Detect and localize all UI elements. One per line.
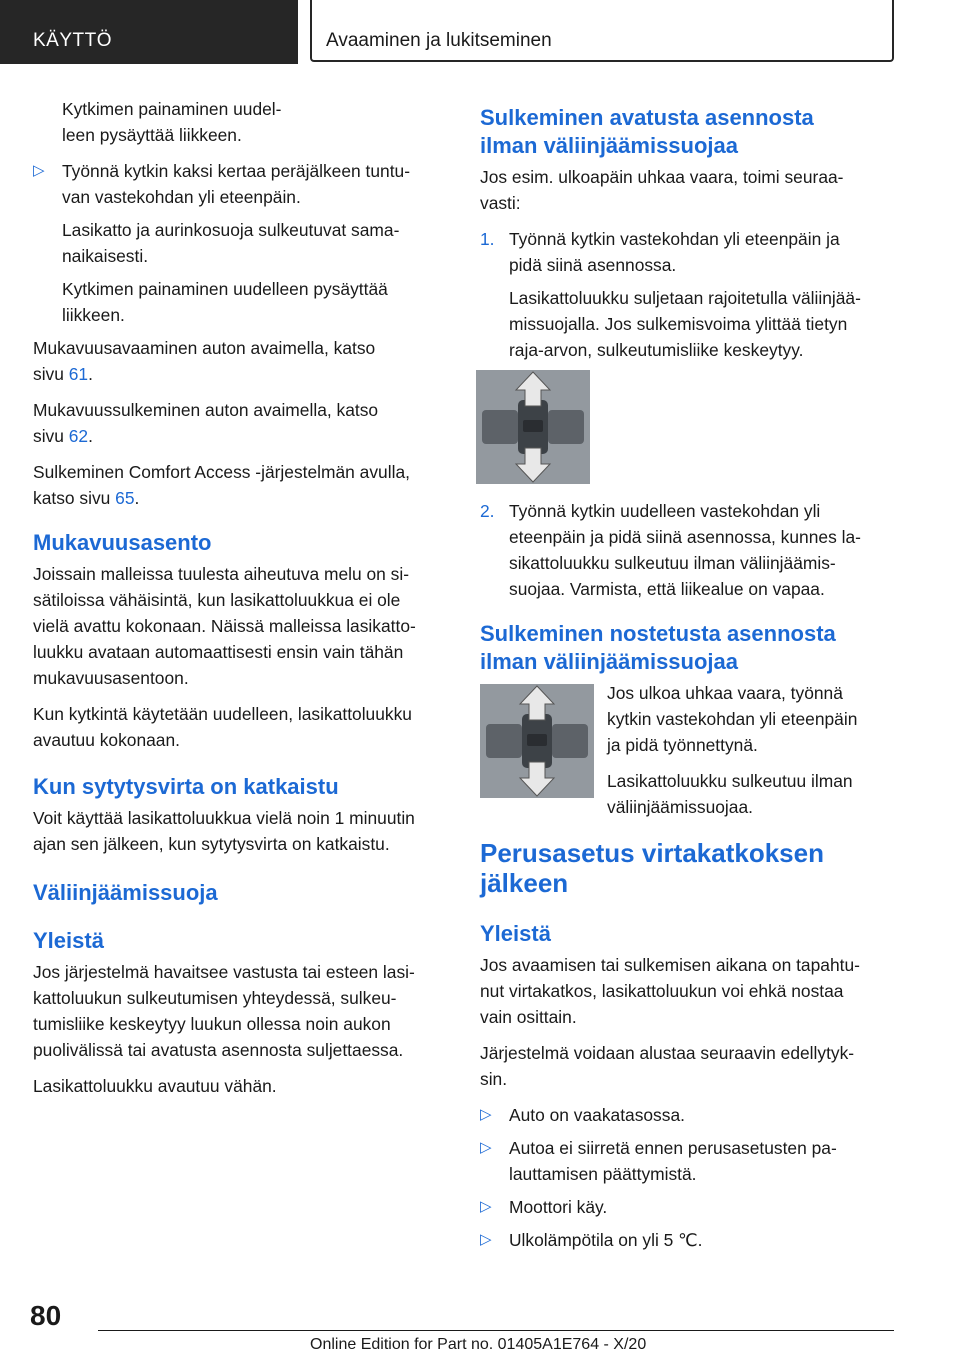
triangle-bullet-icon: ▷ bbox=[480, 1198, 492, 1215]
section-heading: Väliinjäämissuoja bbox=[33, 880, 218, 905]
chapter-title: Avaaminen ja lukitseminen bbox=[326, 30, 552, 51]
paragraph: Järjestelmä voidaan alustaa seuraavin edellytyk- sin. bbox=[480, 1043, 855, 1089]
step-note: Lasikattoluukku suljetaan rajoitetulla väliinjää- missuojalla. Jos sulkemisvoima ylittää tietyn raja-arvon, sulkeutumisliike keskeytyy. bbox=[509, 288, 861, 360]
edition-note: Online Edition for Part no. 01405A1E764 - X/20 bbox=[310, 1336, 647, 1353]
page-number: 80 bbox=[30, 1300, 62, 1331]
section-label: KÄYTTÖ bbox=[33, 30, 113, 51]
section-heading: Sulkeminen nostetusta asennosta ilman väliinjäämissuojaa bbox=[480, 621, 836, 674]
section-tab bbox=[0, 0, 298, 64]
section-heading: Sulkeminen avatusta asennosta ilman väliinjäämissuojaa bbox=[480, 105, 814, 158]
paragraph: Jos avaamisen tai sulkemisen aikana on tapahtu- nut virtakatkos, lasikattoluukun voi ehkä nostaa vain osittain. bbox=[480, 955, 860, 1027]
subsection-heading: Yleistä bbox=[480, 921, 551, 946]
list-item bbox=[480, 1102, 898, 1128]
step-text: Työnnä kytkin uudelleen vastekohdan yli eteenpäin ja pidä siinä asennossa, kunnes la- sikattoluukku sulkeutuu ilman väliinjäämis- suojaa. Varmista, että liikealue on vapaa. bbox=[509, 501, 861, 599]
section-heading: Perusasetus virtakatkoksen jälkeen bbox=[480, 838, 824, 898]
cross-reference: Sulkeminen Comfort Access -järjestelmän avulla, katso sivu 65. bbox=[33, 462, 410, 508]
triangle-bullet-icon: ▷ bbox=[480, 1139, 492, 1156]
roof-switch-illustration bbox=[480, 684, 594, 798]
paragraph: Lasikattoluukku sulkeutuu ilman väliinjäämissuojaa. bbox=[607, 771, 853, 817]
paragraph: Voit käyttää lasikattoluukkua vielä noin 1 minuutin ajan sen jälkeen, kun sytytysvirta on katkaistu. bbox=[33, 808, 415, 854]
step-number: 1. bbox=[480, 229, 495, 249]
left-column bbox=[33, 96, 451, 1109]
chapter-header bbox=[310, 0, 894, 62]
paragraph: Kun kytkintä käytetään uudelleen, lasikattoluukku avautuu kokonaan. bbox=[33, 704, 412, 750]
continued-text: Kytkimen painaminen uudel- leen pysäyttää liikkeen. bbox=[62, 99, 282, 145]
section-heading: Kun sytytysvirta on katkaistu bbox=[33, 774, 339, 799]
cross-reference: Mukavuusavaaminen auton avaimella, katso sivu 61. bbox=[33, 338, 376, 384]
numbered-step bbox=[480, 498, 898, 602]
list-item-text: Moottori käy. bbox=[509, 1197, 608, 1217]
paragraph: Joissain malleissa tuulesta aiheutuva melu on si- sätiloissa vähäisintä, kun lasikattoluukkua ei ole vielä avattu kokonaan. Näissä malleissa lasikatto- luukku avataan automaattisesti ensin vain tähän mukavuusasentoon. bbox=[33, 564, 416, 688]
footer-divider bbox=[98, 1330, 894, 1331]
page-link-61[interactable]: 61 bbox=[68, 364, 89, 384]
list-item-text: Auto on vaakatasossa. bbox=[509, 1105, 685, 1125]
paragraph: Jos ulkoa uhkaa vaara, työnnä kytkin vastekohdan yli eteenpäin ja pidä työnnettynä. bbox=[607, 683, 858, 755]
paragraph: Jos esim. ulkoapäin uhkaa vaara, toimi seuraa- vasti: bbox=[480, 167, 844, 213]
section-heading: Mukavuusasento bbox=[33, 530, 212, 555]
list-item-text: Autoa ei siirretä ennen perusasetusten pa- lauttamisen päättymistä. bbox=[509, 1138, 837, 1184]
list-item bbox=[480, 1227, 898, 1253]
subsection-heading: Yleistä bbox=[33, 928, 104, 953]
numbered-step bbox=[480, 226, 898, 278]
figure-with-text bbox=[480, 680, 898, 820]
list-item-text: Ulkolämpötila on yli 5 ℃. bbox=[509, 1230, 703, 1250]
list-item-note: Kytkimen painaminen uudelleen pysäyttää liikkeen. bbox=[62, 279, 388, 325]
triangle-bullet-icon: ▷ bbox=[480, 1231, 492, 1248]
page-link-65[interactable]: 65 bbox=[115, 488, 135, 508]
step-text: Työnnä kytkin vastekohdan yli eteenpäin ja pidä siinä asennossa. bbox=[509, 229, 840, 275]
list-item bbox=[480, 1135, 898, 1187]
triangle-bullet-icon: ▷ bbox=[480, 1106, 492, 1123]
roof-switch-illustration bbox=[476, 370, 590, 484]
paragraph: Lasikattoluukku avautuu vähän. bbox=[33, 1076, 277, 1096]
list-item-text: Työnnä kytkin kaksi kertaa peräjälkeen tuntu- van vastekohdan yli eteenpäin. bbox=[62, 161, 410, 207]
list-item bbox=[33, 158, 451, 210]
right-column bbox=[480, 104, 898, 1260]
list-item-note: Lasikatto ja aurinkosuoja sulkeutuvat sama- naikaisesti. bbox=[62, 220, 400, 266]
cross-reference: Mukavuussulkeminen auton avaimella, katso sivu 62. bbox=[33, 400, 379, 446]
step-number: 2. bbox=[480, 501, 495, 521]
paragraph: Jos järjestelmä havaitsee vastusta tai esteen lasi- kattoluukun sulkeutumisen yhteydessä, sulkeu- tumisliike keskeytyy luukun ollessa noin aukon puolivälissä tai avatusta asennosta suljettaessa. bbox=[33, 962, 415, 1060]
triangle-bullet-icon: ▷ bbox=[33, 162, 45, 179]
list-item bbox=[480, 1194, 898, 1220]
page-link-62[interactable]: 62 bbox=[68, 426, 89, 446]
